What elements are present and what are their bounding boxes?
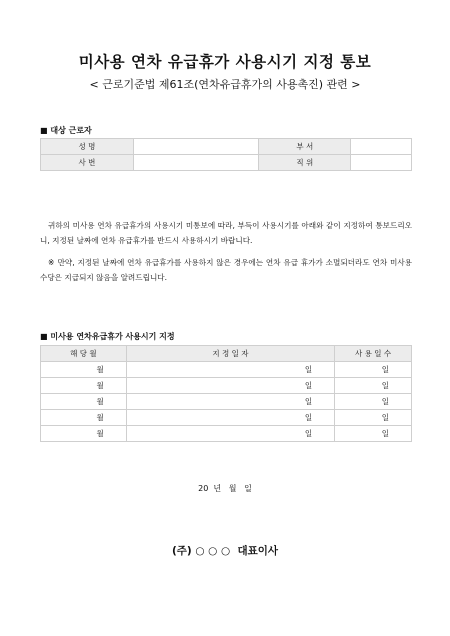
section-heading-target-employee: ■ 대상 근로자 (40, 126, 92, 135)
date-line: 20 년 월 일 (198, 484, 252, 493)
date-cell[interactable]: 일 (126, 378, 334, 394)
days-cell[interactable]: 일 (335, 378, 412, 394)
position-label: 직 위 (259, 155, 351, 171)
leave-designation-table (40, 345, 412, 442)
document-title: 미사용 연차 유급휴가 사용시기 지정 통보 (78, 53, 372, 71)
column-header-days: 사 용 일 수 (335, 346, 412, 362)
signature-line: (주) ○ ○ ○ 대표이사 (171, 545, 279, 557)
month-cell[interactable]: 월 (41, 378, 127, 394)
date-cell[interactable]: 일 (126, 362, 334, 378)
column-header-month: 해 당 월 (41, 346, 127, 362)
days-cell[interactable]: 일 (335, 362, 412, 378)
table-row (41, 155, 412, 171)
notice-warning: ※ 만약, 지정된 날짜에 연차 유급휴가를 사용하지 않은 경우에는 연차 유급 휴가가 소멸되더라도 연차 미사용수당은 지급되지 않음을 알려드립니다. (40, 258, 412, 282)
dept-label: 부 서 (259, 139, 351, 155)
dept-field[interactable] (351, 139, 412, 155)
table-row (41, 362, 412, 378)
notice-paragraph: 귀하의 미사용 연차 유급휴가의 사용시기 미통보에 따라, 부득이 사용시기를 아래와 같이 지정하여 통보드리오니, 지정된 날짜에 연차 유급휴가를 반드시 사용하시기 바랍니다. (40, 221, 412, 245)
employee-info-table (40, 138, 412, 171)
month-cell[interactable]: 월 (41, 362, 127, 378)
date-cell[interactable]: 일 (126, 410, 334, 426)
table-header-row (41, 346, 412, 362)
days-cell[interactable]: 일 (335, 410, 412, 426)
employee-number-field[interactable] (133, 155, 259, 171)
position-field[interactable] (351, 155, 412, 171)
name-label: 성 명 (41, 139, 134, 155)
days-cell[interactable]: 일 (335, 394, 412, 410)
employee-number-label: 사 번 (41, 155, 134, 171)
table-row (41, 378, 412, 394)
table-row (41, 410, 412, 426)
table-row (41, 394, 412, 410)
days-cell[interactable]: 일 (335, 426, 412, 442)
name-field[interactable] (133, 139, 259, 155)
month-cell[interactable]: 월 (41, 410, 127, 426)
table-row (41, 139, 412, 155)
document-subtitle: < 근로기준법 제61조(연차유급휴가의 사용촉진) 관련 > (89, 78, 361, 91)
date-cell[interactable]: 일 (126, 426, 334, 442)
date-cell[interactable]: 일 (126, 394, 334, 410)
month-cell[interactable]: 월 (41, 394, 127, 410)
month-cell[interactable]: 월 (41, 426, 127, 442)
table-row (41, 426, 412, 442)
column-header-date: 지 정 일 자 (126, 346, 334, 362)
section-heading-designation: ■ 미사용 연차유급휴가 사용시기 지정 (40, 332, 175, 341)
